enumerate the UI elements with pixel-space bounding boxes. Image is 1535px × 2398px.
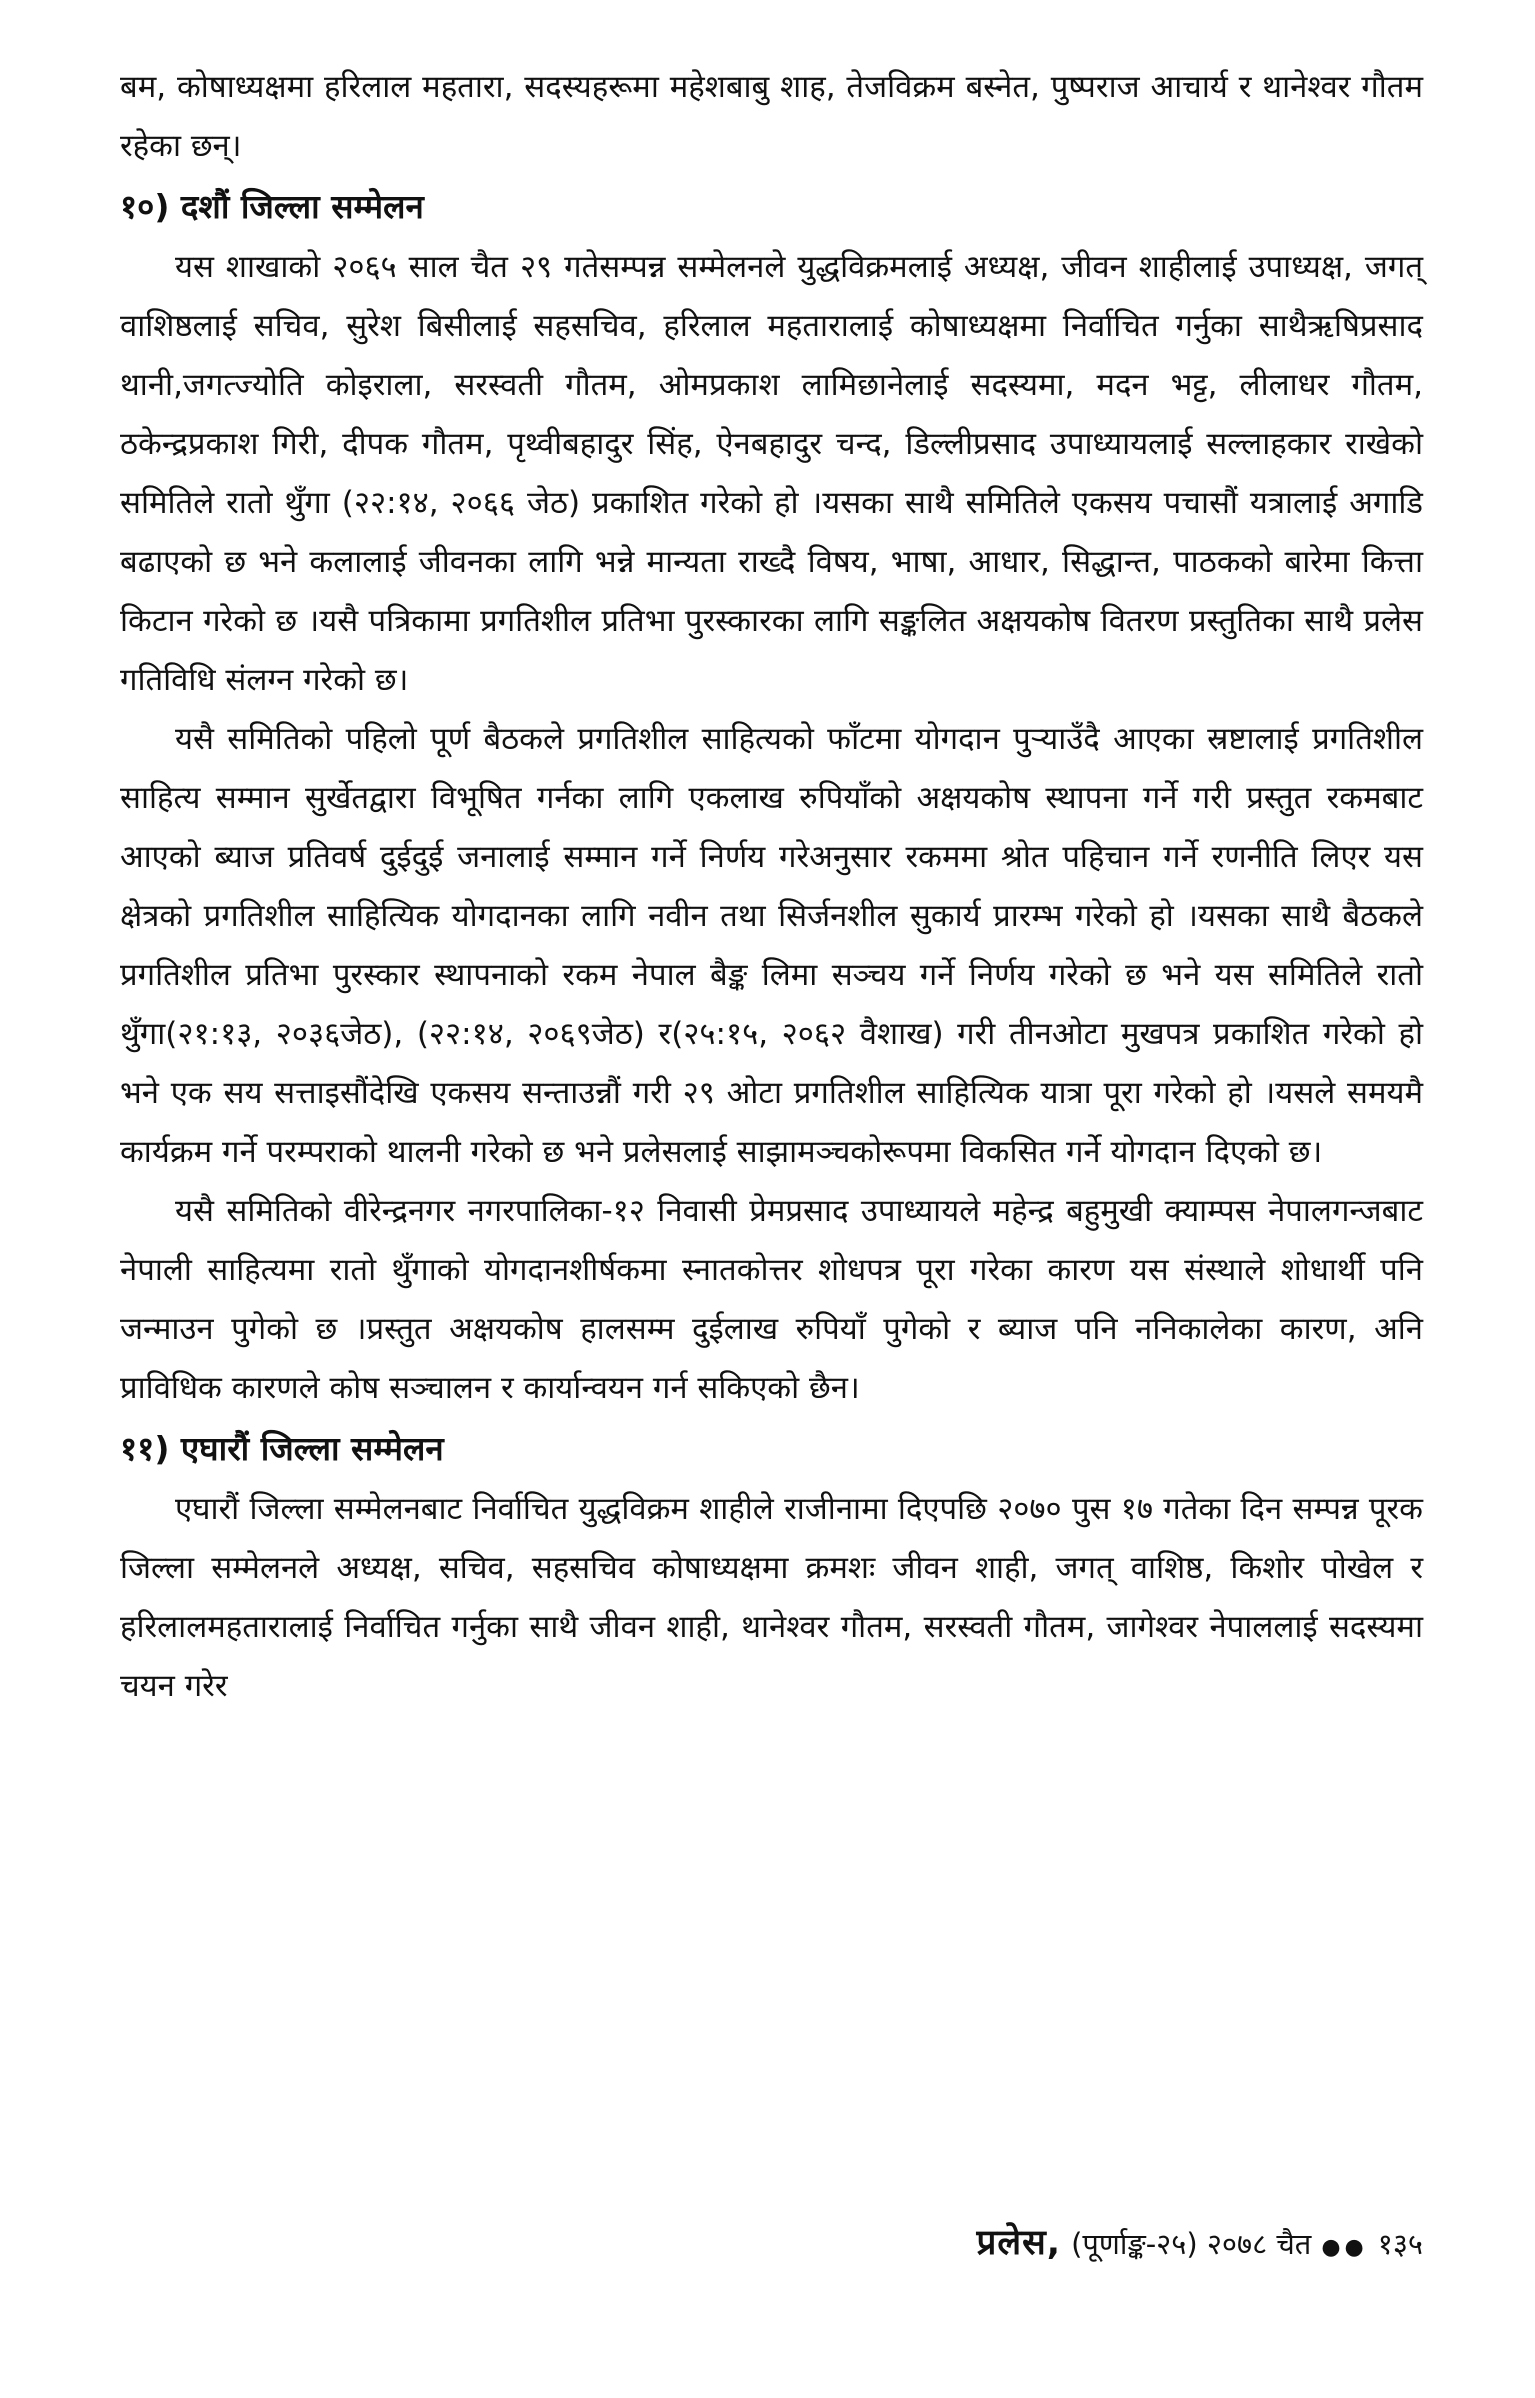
paragraph-first-meeting: यसै समितिको पहिलो पूर्ण बैठकले प्रगतिशील साहित्यको फाँटमा योगदान पुर्‍याउँदै आएका स्रष्टालाई प्रगतिशील साहित्य सम्मान सुर्खेतद्वारा विभूषित गर्नका लागि एकलाख रुपियाँको अक्षयकोष स्थापना गर्ने गरी प्रस्तुत रकमबाट आएको ब्याज प्रतिवर्ष दुईदुई जनालाई सम्मान गर्ने निर्णय गरेअनुसार रकममा श्रोत पहिचान गर्ने रणनीति लिएर यस क्षेत्रको प्रगतिशील साहित्यिक योगदानका लागि नवीन तथा सिर्जनशील सुकार्य प्रारम्भ गरेको हो ।यसका साथै बैठकले प्रगतिशील प्रतिभा पुरस्कार स्थापनाको रकम नेपाल बैङ्क लिमा सञ्चय गर्ने निर्णय गरेको छ भने यस समितिले रातो थुँगा(२१:१३, २०३६जेठ), (२२:१४, २०६९जेठ) र(२५:१५, २०६२ वैशाख) गरी तीनओटा मुखपत्र प्रकाशित गरेको हो भने एक सय सत्ताइसौंदेखि एकसय सन्ताउन्नौं गरी २९ ओटा प्रगतिशील साहित्यिक यात्रा पूरा गरेको हो ।यसले समयमै कार्यक्रम गर्ने परम्पराको थालनी गरेको छ भने प्रलेसलाई साझामञ्चकोरूपमा विकसित गर्ने योगदान दिएको छ। [120,721,1423,1170]
paragraph-eleventh-conference: एघारौं जिल्ला सम्मेलनबाट निर्वाचित युद्धविक्रम शाहीले राजीनामा दिएपछि २०७० पुस १७ गतेका दिन सम्पन्न पूरक जिल्ला सम्मेलनले अध्यक्ष, सचिव, सहसचिव कोषाध्यक्षमा क्रमशः जीवन शाही, जगत् वाशिष्ठ, किशोर पोखेल र हरिलालमहतारालाई निर्वाचित गर्नुका साथै जीवन शाही, थानेश्वर गौतम, सरस्वती गौतम, जागेश्वर नेपाललाई सदस्यमा चयन गरेर [120,1491,1423,1704]
section-heading-10: १०) दशौं जिल्ला सम्मेलन [120,187,424,226]
issue-info: (पूर्णाङ्क-२५) २०७८ चैत [1071,2227,1312,2261]
paragraph-tenth-conference: यस शाखाको २०६५ साल चैत २९ गतेसम्पन्न सम्मेलनले युद्धविक्रमलाई अध्यक्ष, जीवन शाहीलाई उपाध्यक्ष, जगत् वाशिष्ठलाई सचिव, सुरेश बिसीलाई सहसचिव, हरिलाल महतारालाई कोषाध्यक्षमा निर्वाचित गर्नुका साथैऋषिप्रसाद थानी,जगत्ज्योति कोइराला, सरस्वती गौतम, ओमप्रकाश लामिछानेलाई सदस्यमा, मदन भट्ट, लीलाधर गौतम, ठकेन्द्रप्रकाश गिरी, दीपक गौतम, पृथ्वीबहादुर सिंह, ऐनबहादुर चन्द, डिल्लीप्रसाद उपाध्यायलाई सल्लाहकार राखेको समितिले रातो थुँगा (२२:१४, २०६६ जेठ) प्रकाशित गरेको हो ।यसका साथै समितिले एकसय पचासौं यत्रालाई अगाडि बढाएको छ भने कलालाई जीवनका लागि भन्ने मान्यता राख्दै विषय, भाषा, आधार, सिद्धान्त, पाठकको बारेमा कित्ता किटान गरेको छ ।यसै पत्रिकामा प्रगतिशील प्रतिभा पुरस्कारका लागि सङ्कलित अक्षयकोष वितरण प्रस्तुतिका साथै प्रलेस गतिविधि संलग्न गरेको छ। [120,249,1423,698]
section-heading-11: ११) एघारौं जिल्ला सम्मेलन [120,1429,444,1468]
page-footer [976,2218,1423,2265]
page-number: १३५ [1377,2227,1423,2261]
paragraph-continuation: बम, कोषाध्यक्षमा हरिलाल महतारा, सदस्यहरूमा महेशबाबु शाह, तेजविक्रम बस्नेत, पुष्पराज आचार्य र थानेश्वर गौतम रहेका छन्। [120,69,1423,164]
separator-dots: ●● [1321,2235,1368,2260]
journal-logo: प्रलेस, [976,2223,1062,2263]
paragraph-research: यसै समितिको वीरेन्द्रनगर नगरपालिका-१२ निवासी प्रेमप्रसाद उपाध्यायले महेन्द्र बहुमुखी क्याम्पस नेपालगन्जबाट नेपाली साहित्यमा रातो थुँगाको योगदानशीर्षकमा स्नातकोत्तर शोधपत्र पूरा गरेका कारण यस संस्थाले शोधार्थी पनि जन्माउन पुगेको छ ।प्रस्तुत अक्षयकोष हालसम्म दुईलाख रुपियाँ पुगेको र ब्याज पनि ननिकालेका कारण, अनि प्राविधिक कारणले कोष सञ्चालन र कार्यान्वयन गर्न सकिएको छैन। [120,1193,1423,1406]
